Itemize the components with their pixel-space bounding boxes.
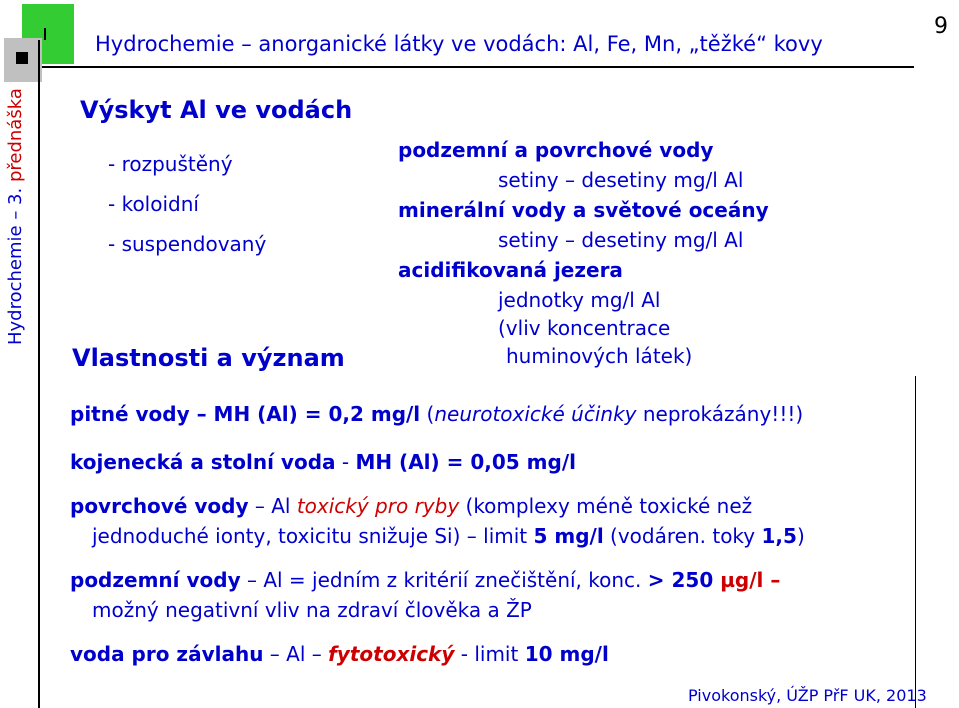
irrigation-water-limit-label: - limit bbox=[454, 642, 525, 666]
drinking-water-limit: pitné vody – MH (Al) = 0,2 mg/l bbox=[70, 402, 421, 426]
surface-water-line bbox=[70, 494, 752, 518]
groundwater-value: setiny – desetiny mg/l Al bbox=[498, 168, 744, 192]
infant-water-label: kojenecká a stolní voda bbox=[70, 450, 336, 474]
sidebar-label-course: Hydrochemie – 3. bbox=[5, 182, 26, 345]
surface-water-streams: (vodáren. toky bbox=[603, 524, 762, 548]
form-dissolved: - rozpuštěný bbox=[108, 152, 233, 176]
irrigation-water-al: – Al – bbox=[263, 642, 329, 666]
drinking-water-unproven: neprokázány!!!) bbox=[636, 402, 804, 426]
sidebar-divider bbox=[38, 40, 40, 708]
page-title: Hydrochemie – anorganické látky ve vodách: Al, Fe, Mn, „těžké“ kovy bbox=[95, 32, 823, 56]
surface-water-line-2 bbox=[92, 524, 805, 548]
irrigation-water-line bbox=[70, 642, 609, 666]
irrigation-water-phytotoxic: fytotoxický bbox=[328, 642, 455, 666]
acid-value: jednotky mg/l Al bbox=[498, 288, 661, 312]
surface-water-close: ) bbox=[796, 524, 805, 548]
surface-water-limit: 5 mg/l bbox=[533, 524, 604, 548]
surface-water-al: – Al bbox=[248, 494, 297, 518]
underground-water-impact: možný negativní vliv na zdraví člověka a ŽP bbox=[92, 598, 532, 622]
mineral-label: minerální vody a světové oceány bbox=[398, 198, 769, 222]
properties-heading: Vlastnosti a význam bbox=[72, 344, 345, 372]
underground-water-criterion: – Al = jedním z kritérií znečištění, konc. bbox=[240, 568, 648, 592]
underground-water-label: podzemní vody bbox=[70, 568, 241, 592]
groundwater-label: podzemní a povrchové vody bbox=[398, 138, 714, 162]
surface-water-toxic-fish: toxický pro ryby bbox=[296, 494, 460, 518]
form-colloidal: - koloidní bbox=[108, 192, 199, 216]
drinking-water-paren: ( bbox=[420, 402, 435, 426]
infant-water-line bbox=[70, 450, 576, 474]
underground-water-threshold: > 250 bbox=[647, 568, 721, 592]
acid-note-2: huminových látek) bbox=[506, 344, 693, 368]
surface-water-label: povrchové vody bbox=[70, 494, 249, 518]
logo-black-square bbox=[16, 52, 28, 64]
sidebar-divider-top bbox=[44, 28, 46, 40]
form-suspended: - suspendovaný bbox=[108, 232, 267, 256]
acid-label: acidifikovaná jezera bbox=[398, 258, 623, 282]
mineral-value: setiny – desetiny mg/l Al bbox=[498, 228, 744, 252]
underground-water-line bbox=[70, 568, 780, 592]
header-divider bbox=[42, 66, 914, 68]
footer-credit: Pivokonský, ÚŽP PřF UK, 2013 bbox=[688, 686, 927, 705]
underground-water-unit: µg/l – bbox=[720, 568, 781, 592]
occurrence-heading: Výskyt Al ve vodách bbox=[80, 96, 353, 124]
acid-note-1: (vliv koncentrace bbox=[498, 316, 671, 340]
drinking-water-neurotoxic: neurotoxické účinky bbox=[434, 402, 637, 426]
drinking-water-line bbox=[70, 402, 803, 426]
infant-water-limit: MH (Al) = 0,05 mg/l bbox=[355, 450, 576, 474]
sidebar-label-lecture: přednáška bbox=[5, 88, 26, 183]
irrigation-water-label: voda pro závlahu bbox=[70, 642, 264, 666]
right-divider bbox=[915, 376, 916, 708]
surface-water-complexes: (komplexy méně toxické než bbox=[459, 494, 753, 518]
infant-water-dash: - bbox=[335, 450, 356, 474]
sidebar-label bbox=[5, 88, 26, 345]
surface-water-ions: jednoduché ionty, toxicitu snižuje Si) – limit bbox=[92, 524, 534, 548]
page-number: 9 bbox=[934, 14, 948, 39]
irrigation-water-limit: 10 mg/l bbox=[524, 642, 609, 666]
surface-water-streams-limit: 1,5 bbox=[761, 524, 797, 548]
